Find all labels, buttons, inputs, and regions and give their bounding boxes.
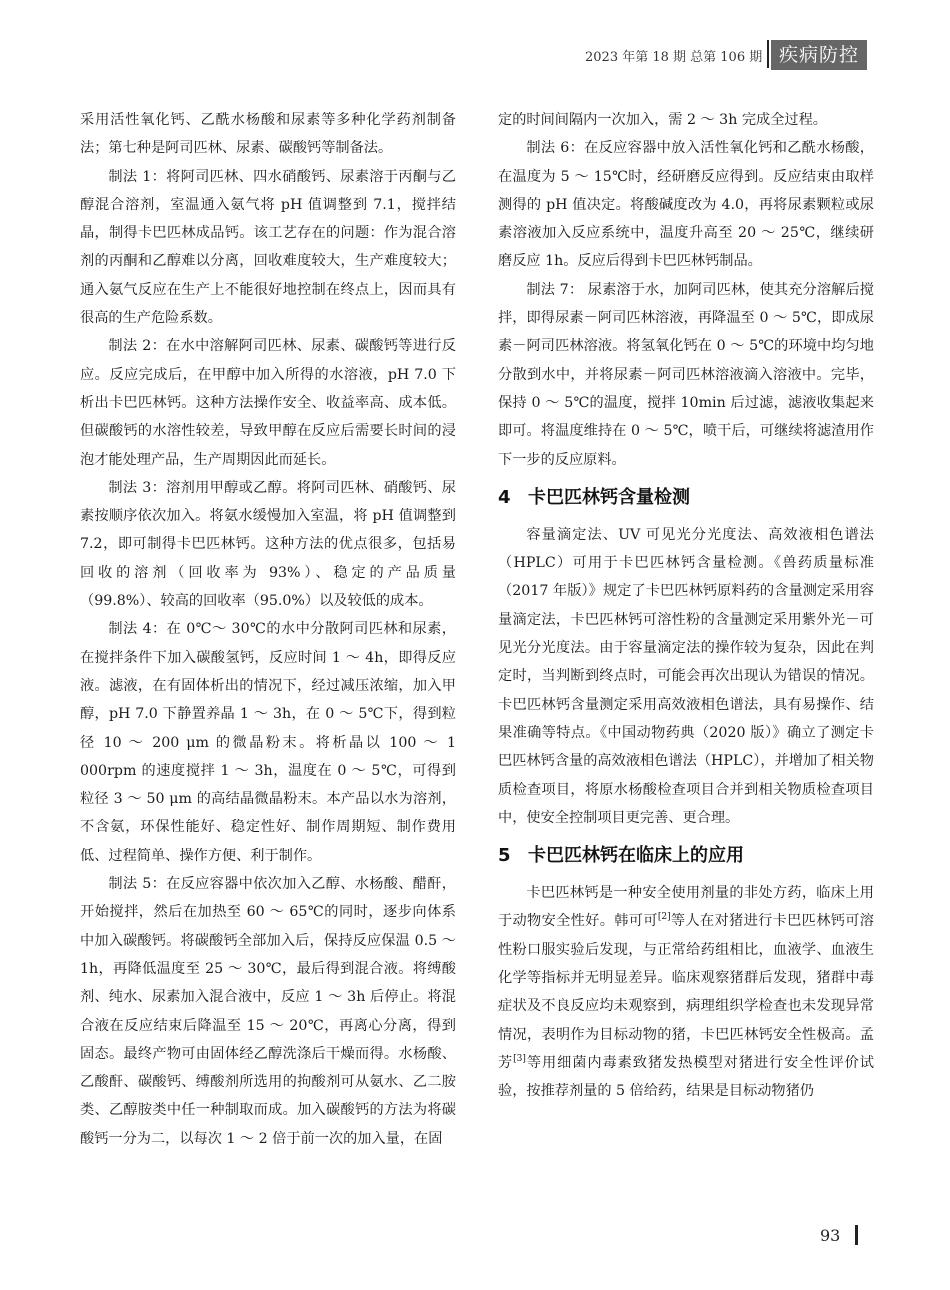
- paragraph-method-2: 制法 2：在水中溶解阿司匹林、尿素、碳酸钙等进行反应。反应完成后，在甲醇中加入所得的水溶液，pH 7.0 下析出卡巴匹林钙。这种方法操作安全、收益率高、成本低。但碳酸钙的水溶性较差，导致甲醇在反应后需要长时间的浸泡才能处理产品，生产周期因此而延长。: [80, 338, 456, 468]
- section-heading-5: [498, 844, 874, 868]
- paragraph-content-detection: 容量滴定法、UV 可见光分光度法、高效液相色谱法（HPLC）可用于卡巴匹林钙含量检测。《兽药质量标准（2017 年版）》规定了卡巴匹林钙原料药的含量测定采用容量滴定法，卡巴匹林钙可溶性粉的含量测定采用紫外光－可见光分光度法。由于容量滴定法的操作较为复杂，因此在判定时，当判断到终点时，可能会再次出现认为错误的情况。卡巴匹林钙含量测定采用高效液相色谱法，具有易操作、结果准确等特点。《中国动物药典（2020 版）》确立了测定卡巴匹林钙含量的高效液相色谱法（HPLC），并增加了相关物质检查项目，将原水杨酸检查项目合并到相关物质检查项目中，使安全控制项目更完善、更合理。: [498, 526, 874, 826]
- paragraph-method-1: 制法 1：将阿司匹林、四水硝酸钙、尿素溶于丙酮与乙醇混合溶剂，室温通入氨气将 pH 值调整到 7.1，搅拌结晶，制得卡巴匹林成品钙。该工艺存在的问题：作为混合溶剂的丙酮和乙醇难以分离，回收难度较大，生产难度较大；通入氨气反应在生产上不能很好地控制在终点上，因而具有很高的生产危险系数。: [80, 168, 456, 327]
- paragraph-method-5: 制法 5：在反应容器中依次加入乙醇、水杨酸、醋酐，开始搅拌，然后在加热至 60 ～ 65℃的同时，逐步向体系中加入碳酸钙。将碳酸钙全部加入后，保持反应保温 0.5 ～ 1h，再降低温度至 25 ～ 30℃，最后得到混合液。将缚酸剂、纯水、尿素加入混合液中，反应 1 ～ 3h 后停止。将混合液在反应结束后降温至 15 ～ 20℃，再离心分离，得到固态。最终产物可由固体经乙醇洗涤后干燥而得。水杨酸、乙酸酐、碳酸钙、缚酸剂所选用的拘酸剂可从氨水、乙二胺类、乙醇胺类中任一种制取而成。加入碳酸钙的方法为将碳酸钙一分为二，以每次 1 ～ 2 倍于前一次的加入量，在固: [80, 876, 456, 1147]
- right-column: [498, 106, 874, 1106]
- paragraph-continuation: 采用活性氧化钙、乙酰水杨酸和尿素等多种化学药剂制备法；第七种是阿司匹林、尿素、碳酸钙等制备法。: [80, 112, 456, 157]
- citation-ref[interactable]: [2]: [657, 912, 671, 923]
- section-heading-4: [498, 486, 874, 510]
- paragraph-continuation: 定的时间间隔内一次加入，需 2 ～ 3h 完成全过程。: [498, 112, 827, 128]
- text-segment: 卡巴匹林钙是一种安全使用剂量的非处方药，临床上用于动物安全性好。韩可可: [498, 885, 874, 930]
- text-segment: 等人在对猪进行卡巴匹林钙可溶性粉口服实验后发现，与正常给药组相比，血液学、血液生化学等指标并无明显差异。临床观察猪群后发现，猪群中毒症状及不良反应均未观察到，病理组织学检查也未发现异常情况，表明作为目标动物的猪，卡巴匹林钙安全性极高。孟芳: [498, 913, 874, 1071]
- section-title: 卡巴匹林钙含量检测: [528, 486, 690, 508]
- paragraph-method-7: 制法 7： 尿素溶于水，加阿司匹林，使其充分溶解后搅拌，即得尿素－阿司匹林溶液，再降温至 0 ～ 5℃，即成尿素－阿司匹林溶液。将氢氧化钙在 0 ～ 5℃的环境中均匀地分散到水中，并将尿素－阿司匹林溶液滴入溶液中。完毕，保持 0 ～ 5℃的温度，搅拌 10min 后过滤，滤液收集起来即可。将温度维持在 0 ～ 5℃，喷干后，可继续将滤渣用作下一步的反应原料。: [498, 281, 874, 468]
- paragraph-method-6: 制法 6：在反应容器中放入活性氧化钙和乙酰水杨酸，在温度为 5 ～ 15℃时，经研磨反应得到。反应结束由取样测得的 pH 值决定。将酸碱度改为 4.0，再将尿素颗粒或尿素溶液加入反应系统中，温度升高至 20 ～ 25℃，继续研磨反应 1h。反应后得到卡巴匹林钙制品。: [498, 140, 874, 270]
- section-number: 5: [498, 845, 511, 867]
- header-divider: [767, 40, 769, 68]
- paragraph-method-4: 制法 4：在 0℃～ 30℃的水中分散阿司匹林和尿素，在搅拌条件下加入碳酸氢钙，反应时间 1 ～ 4h，即得反应液。滤液，在有固体析出的情况下，经过减压浓缩，加入甲醇，pH 7.0 下静置养晶 1 ～ 3h，在 0 ～ 5℃下，得到粒径 10 ～ 200 μm 的微晶粉末。将析晶以 100 ～ 1 000rpm 的速度搅拌 1 ～ 3h，温度在 0 ～ 5℃，可得到粒径 3 ～ 50 μm 的高结晶微晶粉末。本产品以水为溶剂，不含氨，环保性能好、稳定性好、制作周期短、制作费用低、过程简单、操作方便、利于制作。: [80, 621, 456, 864]
- section-label: 疾病防控: [771, 40, 867, 70]
- page-number-bar: [855, 1225, 858, 1245]
- issue-info: 2023 年第 18 期 总第 106 期: [585, 50, 763, 65]
- paragraph-clinical-application: [498, 879, 874, 1105]
- paragraph-method-3: 制法 3：溶剂用甲醇或乙醇。将阿司匹林、硝酸钙、尿素按顺序依次加入。将氨水缓慢加入室温，将 pH 值调整到 7.2，即可制得卡巴匹林钙。这种方法的优点很多，包括易回收的溶剂（回收率为 93%）、稳定的产品质量（99.8%）、较高的回收率（95.0%）以及较低的成本。: [80, 479, 456, 610]
- citation-ref[interactable]: [3]: [513, 1053, 526, 1064]
- section-number: 4: [498, 486, 511, 508]
- section-title: 卡巴匹林钙在临床上的应用: [528, 845, 744, 867]
- left-column: [80, 106, 456, 1153]
- page-number: 93: [820, 1226, 841, 1245]
- text-segment: 等用细菌内毒素致猪发热模型对猪进行安全性评价试验，按推荐剂量的 5 倍给药，结果是目标动物猪仍: [498, 1054, 874, 1100]
